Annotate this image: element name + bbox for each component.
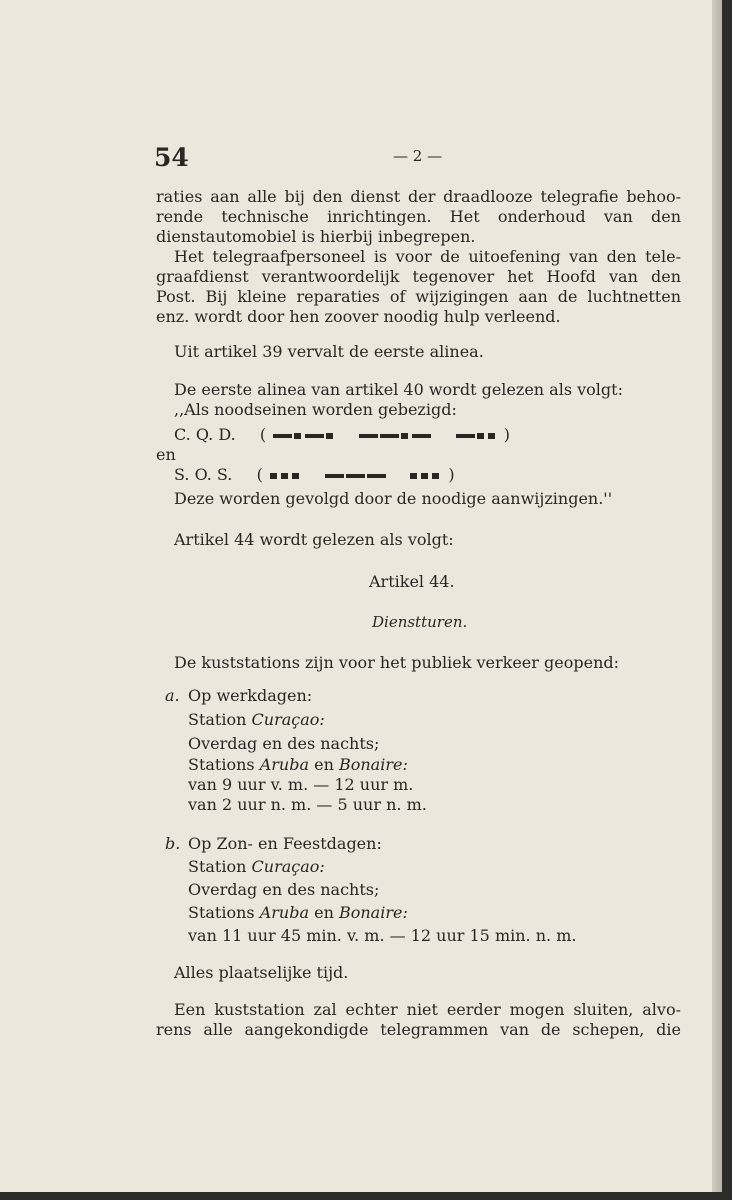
morse-dash [456,434,475,438]
text-line: Uit artikel 39 vervalt de eerste alinea. [174,342,484,361]
morse-dot [292,473,299,479]
section-heading: Op werkdagen: [188,686,313,705]
morse-dot [477,433,484,439]
morse-dot [401,433,408,439]
sos-morse [270,466,443,486]
scan-border [722,0,732,1200]
paren-close: ) [503,425,510,444]
text-line: dienstautomobiel is hierbij inbegrepen. [156,227,476,246]
text-line: Post. Bij kleine reparaties of wijzigingen aan de luchtnetten [156,287,681,306]
text-line: Het telegraafpersoneel is voor de uitoefening van den tele- [174,247,681,266]
article-title: Artikel 44. [369,572,455,591]
text-line: enz. wordt door hen zoover noodig hulp verleend. [156,307,561,326]
morse-dot [281,473,288,479]
morse-dash [305,434,324,438]
paren-open: ( [256,465,263,484]
morse-dash [380,434,399,438]
morse-dash [359,434,378,438]
morse-dot [421,473,428,479]
scan-border-bottom [0,1192,732,1200]
morse-dot [294,433,301,439]
morse-dot [326,433,333,439]
text-line: Artikel 44 wordt gelezen als volgt: [174,530,454,549]
morse-dot [488,433,495,439]
text-line: Station Curaçao: [188,710,325,729]
text-line: en [156,445,176,464]
text-line: van 11 uur 45 min. v. m. — 12 uur 15 min. n. m. [188,926,577,945]
section-marker: a. [165,686,180,705]
text-line: graafdienst verantwoordelijk tegenover het Hoofd van den [156,267,681,286]
text-line: Deze worden gevolgd door de noodige aanwijzingen.'' [174,489,613,508]
morse-dash [325,474,344,478]
text-line: Station Curaçao: [188,857,325,876]
morse-dot [410,473,417,479]
text-line: rende technische inrichtingen. Het onderhoud van den [156,207,681,226]
morse-dash [273,434,292,438]
text-line: Een kuststation zal echter niet eerder mogen sluiten, alvo- [174,1000,681,1019]
paren-close: ) [448,465,455,484]
morse-dot [432,473,439,479]
text-line: Stations Aruba en Bonaire: [188,755,408,774]
sos-line [174,465,455,486]
text-line: Alles plaatselijke tijd. [174,963,349,982]
text-line: raties aan alle bij den dienst der draadlooze telegrafie behoo- [156,187,681,206]
page-number: 54 [154,143,189,172]
section-heading: Op Zon- en Feestdagen: [188,834,382,853]
text-line: rens alle aangekondigde telegrammen van de schepen, die [156,1020,681,1039]
morse-dot [270,473,277,479]
text-line: Stations Aruba en Bonaire: [188,903,408,922]
paren-open: ( [259,425,267,444]
text-line: ,,Als noodseinen worden gebezigd: [174,400,457,419]
text-line: De kuststations zijn voor het publiek verkeer geopend: [174,653,619,672]
sos-label: S. O. S. [174,465,233,484]
section-marker: b. [165,834,181,853]
signature-mark: — 2 — [393,147,443,165]
text-line: van 9 uur v. m. — 12 uur m. [188,775,414,794]
text-line: Overdag en des nachts; [188,880,380,899]
cqd-label: C. Q. D. [174,425,236,444]
page-edge [712,0,722,1192]
cqd-line [174,425,510,446]
text-line: Overdag en des nachts; [188,734,380,753]
morse-dash [367,474,386,478]
text-line: De eerste alinea van artikel 40 wordt gelezen als volgt: [174,380,623,399]
morse-dash [412,434,431,438]
article-subtitle: Dienstturen. [372,613,468,631]
morse-dash [346,474,365,478]
cqd-morse [273,426,498,446]
text-line: van 2 uur n. m. — 5 uur n. m. [188,795,427,814]
